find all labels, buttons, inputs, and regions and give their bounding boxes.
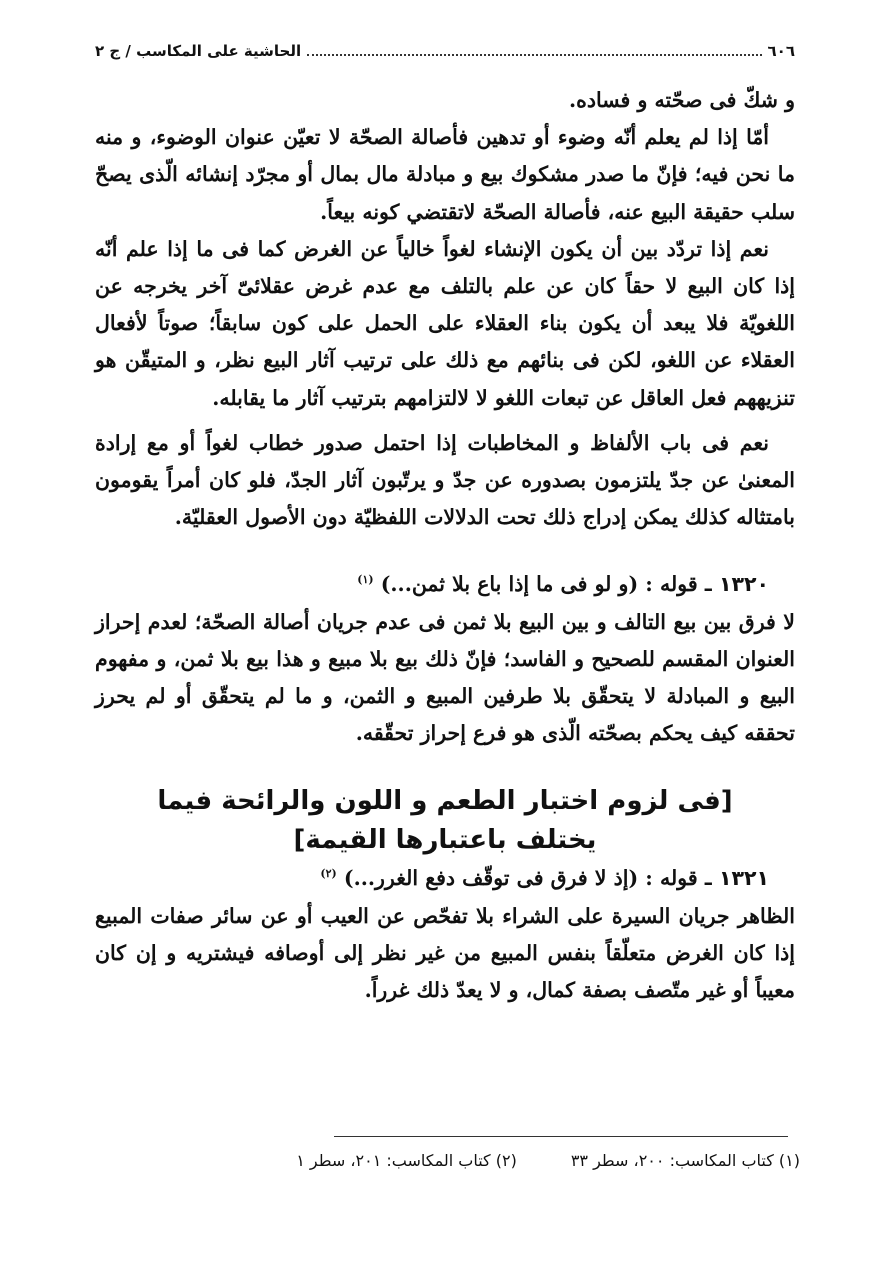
item-heading-1320 bbox=[95, 566, 795, 603]
paragraph-continuation: و شكّ فى صحّته و فساده. bbox=[569, 88, 795, 112]
item-text-1321: الظاهر جريان السيرة على الشراء بلا تفحّص عن العيب أو عن سائر صفات المبيع إذا كان الغرض متعلّقاً بنفس المبيع من غير نظر إلى أوصافه فيشتريه و إن كان معيباً أو غير متّصف بصفة كمال، و لا يعدّ ذلك غرراً. bbox=[95, 903, 795, 1003]
page-header bbox=[95, 36, 795, 66]
running-title: الحاشية على المكاسب / ج ٢ bbox=[95, 42, 302, 60]
item-quote: : (و لو فى ما إذا باع بلا ثمن...) bbox=[380, 572, 653, 597]
item-quote: : (إذ لا فرق فى توقّف دفع الغرر...) bbox=[343, 866, 653, 891]
header-dot-leader bbox=[307, 54, 761, 56]
paragraph: نعم فى باب الألفاظ و المخاطبات إذا احتمل صدور خطاب لغواً أو مع إرادة المعنىٰ عن جدّ يلتزمون بصدوره عن جدّ و يرتّبون آثار الجدّ، فلو كان أمراً يقومون بامتثاله كذلك يمكن إدراج ذلك تحت الدلالات اللفظيّة دون الأصول العقليّة. bbox=[95, 430, 795, 530]
footnote-ref: (١) bbox=[357, 573, 374, 587]
item-lead: قوله bbox=[660, 572, 698, 597]
paragraph: نعم إذا تردّد بين أن يكون الإنشاء لغواً خالياً عن الغرض كما فى ما إذا علم أنّه إذا كان البيع لا حقاً كان عن علم بالتلف مع عدم غرض عقلائىّ آخر يخرجه عن اللغويّة فلا يبعد أن يكون بناء العقلاء على الحمل على كون سابقاً؛ صوتاً لأفعال العقلاء عن اللغو، لكن فى بنائهم مع ذلك على ترتيب آثار البيع نظر، و المتيقّن هو تنزيههم فعل العاقل عن تبعات اللغو لا لالتزامهم بترتيب آثار ما يقابله. bbox=[95, 236, 795, 410]
item-heading-1321 bbox=[95, 860, 795, 897]
footnote-ref: (٢) bbox=[320, 867, 337, 881]
item-number: ١٣٢٠ ـ bbox=[704, 572, 769, 597]
footnote: (٢) كتاب المكاسب: ٢٠١، سطر ١ bbox=[296, 1151, 517, 1170]
item-text-1320: لا فرق بين بيع التالف و بين البيع بلا ثمن فى عدم جريان أصالة الصحّة؛ لعدم إحراز العنوان المقسم للصحيح و الفاسد؛ فإنّ ذلك بيع بلا مبيع و هذا بيع بلا ثمن، و مفهوم البيع و المبادلة لا يتحقّق بلا طرفين المبيع و الثمن، و ما لم يتحقّق أو لم يحرز تحققه كيف يحكم بصحّته الّذى هو فرع إحراز تحقّقه. bbox=[95, 609, 795, 746]
section-heading bbox=[95, 782, 795, 860]
footnotes bbox=[120, 1148, 800, 1174]
section-heading-line: يختلف باعتبارها القيمة] bbox=[293, 825, 597, 856]
item-number: ١٣٢١ ـ bbox=[704, 866, 769, 891]
paragraph: أمّا إذا لم يعلم أنّه وضوء أو تدهين فأصالة الصحّة لا تعيّن عنوان الوضوء، و منه ما نحن فيه؛ فإنّ ما صدر مشكوك بيع و مبادلة مال بمال أو مجرّد إنشائه الّذى يصحّ سلب حقيقة البيع عنه، فأصالة الصحّة لاتقتضي كونه بيعاً. bbox=[95, 125, 795, 224]
footnote-divider bbox=[334, 1136, 788, 1137]
section-heading-line: [فى لزوم اختبار الطعم و اللون والرائحة فيما bbox=[157, 786, 733, 817]
footnote: (١) كتاب المكاسب: ٢٠٠، سطر ٣٣ bbox=[570, 1151, 800, 1170]
page-body bbox=[95, 82, 795, 1009]
item-lead: قوله bbox=[660, 866, 698, 891]
page-number: ٦٠٦ bbox=[767, 42, 795, 60]
